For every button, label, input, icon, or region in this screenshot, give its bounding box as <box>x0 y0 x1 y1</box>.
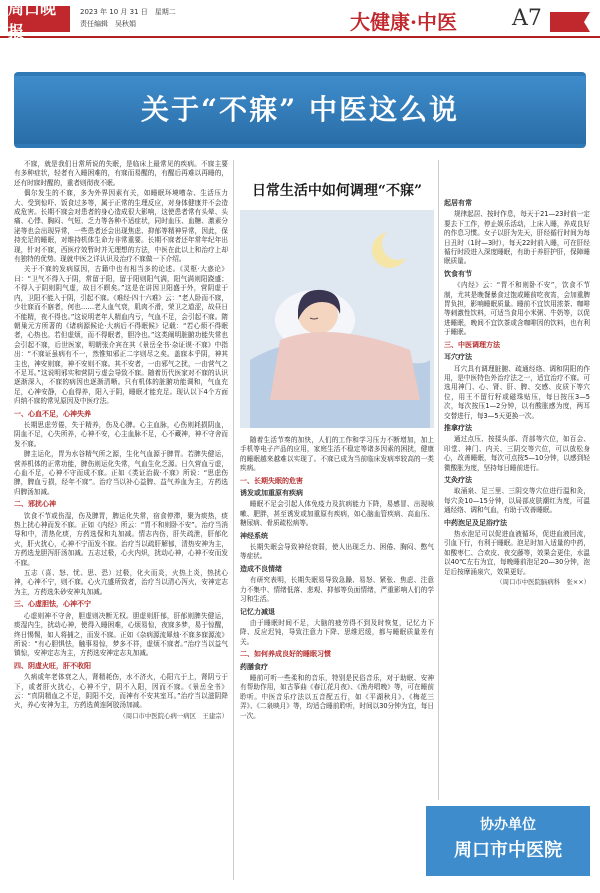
paragraph: 耳穴具有调理脏腑、疏通经络、调和阴阳的作用，是中医特色外治疗法之一，适宜治疗不寐。可选用神门、心、肾、肝、脾、交感、皮质下等穴位，用王不留行籽或磁珠贴压，每日按压3—5次，每次按压1—2分钟，以有酸胀感为度，两耳交替进行，每3—5天更换一次。 <box>444 364 590 420</box>
paragraph: 长期思虑劳倦，失于精养，伤及心脾。心主血脉，心伤则耗损阴血，阴血不足，心失所养，心神不安，心主血脉不足，心不藏神，神不守舍而发不寐。 <box>14 420 228 448</box>
section-heading: 四、阴虚火旺，肝不收阳 <box>14 661 91 670</box>
page-number: A7 <box>512 6 542 31</box>
section-heading: 一、长期失眠的危害 <box>240 476 303 485</box>
right-column <box>444 196 590 800</box>
paragraph: 热水泡足可以促进血液循环，促进血液回流，引血下行，有利于睡眠。泡足时加入适量的中药，如酸枣仁、合欢皮、夜交藤等，效果会更佳，水温以40℃左右为宜，每晚睡前泡足20—30分钟，泡足后按摩涌泉穴，效果更好。 <box>444 530 590 576</box>
page-marker-icon <box>550 12 590 32</box>
section-heading: 三、中医调理方法 <box>444 340 500 349</box>
paragraph: 脾主运化，胃为水谷精气所之源，生化气血源于脾胃。若脾失健运，营养机体的正常功能，脾伤则运化失常，气血生化乏源。日久营血亏虚，心血不足，心神不守而成不寐。正如《类证治裁·不寐》所说：“思虑伤脾，脾血亏损，经年不寐”。治疗当以补心益脾、益气养血为主，方药选归脾汤加减。 <box>14 450 228 496</box>
sleeping-woman-illustration <box>240 210 434 428</box>
illustration-svg <box>240 210 434 428</box>
left-column <box>14 160 228 880</box>
item-heading: 推拿疗法 <box>444 423 472 432</box>
headline-banner <box>14 72 586 148</box>
editor-line: 责任编辑 吴秋娟 <box>80 20 136 28</box>
paragraph: 不寐，就是我们日常所说的失眠，是临床上最常见的疾病。不寐主要有多种症状，轻者有入睡困难的，有寐而易醒的，有醒后再难以再睡的，还有时寐时醒的，重者则彻夜不眠。 <box>14 160 228 187</box>
paragraph: 通过点压、按揉头部、背部等穴位，如百会、印堂、神门、内关、三阴交等穴位，可以放松身心，改善睡眠，每次可点按5—10分钟，以感到轻微酸胀为度，坚持每日睡前进行。 <box>444 435 590 472</box>
partner-box <box>426 806 590 876</box>
column-divider <box>233 160 234 880</box>
byline: （周口市中医院脑病科 张××） <box>496 578 590 587</box>
paragraph: 五志（喜、怒、忧、思、恐）过极，化火而炎，火热上炎，热扰心神，心神不宁，则不寐。心火亢盛所致者，治疗当以清心泻火，安神定志为主，方药选朱砂安神丸加减。 <box>14 569 228 596</box>
item-heading: 耳穴疗法 <box>444 353 472 362</box>
column-divider <box>438 160 439 800</box>
item-heading: 药膳食疗 <box>240 662 268 671</box>
paragraph: 饮食不节或伤湿，伤及脾胃，脾运化失常，宿食停滞，聚为痰热，痰热上扰心神而发不寐。正如《内经》所云：“胃不和则卧不安”。治疗当消导和中，清热化痰，方药选保和丸加减。情志内伤，肝失疏泄，肝郁化火，肝火扰心，心神不宁而发不寐。治疗当以疏肝解郁，清热安神为主，方药选龙胆泻肝汤加减。五志过极，心火内炽，扰动心神，心神不安而发不寐。 <box>14 511 228 567</box>
item-heading: 中药泡足及足浴疗法 <box>444 518 507 527</box>
paragraph: 取涌泉、足三里、三阴交等穴位进行温和灸，每穴灸10—15分钟，以局部皮肤潮红为度，可温通经络、调和气血，有助于改善睡眠。 <box>444 487 590 515</box>
paragraph: 睡眠不足会引起人体免疫力及抗病能力下降，易感冒、出现咳嗽、肥胖，甚至诱发或加重原有疾病，如心脑血管疾病、高血压、糖尿病、骨质疏松病等。 <box>240 500 434 528</box>
paragraph: 《内经》云：“胃不和则卧不安”，饮食不节制，尤其是晚餐暴食过饱或睡前吃夜宵，会加重脾胃负担，影响睡眠质量。睡前不宜饮用浓茶、咖啡等刺激性饮料，可适当食用小米粥、牛奶等，以促进睡眠，晚间不宜饮茶或含咖啡因的饮料，也有利于睡眠。 <box>444 281 590 337</box>
item-heading: 饮食有节 <box>444 269 472 278</box>
item-heading: 诱发或加重原有疾病 <box>240 489 303 498</box>
paragraph: 随着生活节奏的加快，人们的工作和学习压力不断增加，加上手机等电子产品的应用，家庭生活不稳定等诸多因素的困扰，健康的睡眠越来越难以实现了。不寐已成为当前临床发病率较高的一类疾病。 <box>240 436 434 473</box>
paragraph: 有研究表明，长期失眠易导致急躁、易怒、紧张、焦虑、注意力不集中、情绪低落、悲观、抑郁等负面情绪，严重影响人们的学习和生活。 <box>240 576 434 604</box>
section-heading: 三、心虚胆怯，心神不宁 <box>14 600 91 609</box>
section-heading: 二、如何养成良好的睡眠习惯 <box>240 650 331 659</box>
partner-name: 周口市中医院 <box>454 840 562 861</box>
item-heading: 神经系统 <box>240 531 268 540</box>
partner-label: 协办单位 <box>480 817 536 833</box>
section-title: 大健康·中医 <box>350 10 457 34</box>
paragraph: 由于睡眠时间不足，大脑的疲劳得不到及时恢复，记忆力下降、反应迟钝，导致注意力下降、思维迟缓，都与睡眠质量差有关。 <box>240 618 434 646</box>
pub-info <box>80 6 176 30</box>
headline: 关于“不寐” 中医这么说 <box>141 93 459 126</box>
date-line: 2023 年 10 月 31 日 星期二 <box>80 8 176 16</box>
section-heading: 一、心血不足，心神失养 <box>14 409 91 418</box>
item-heading: 艾灸疗法 <box>444 475 472 484</box>
paragraph: 关于不寐的发病原因，古籍中也有相当多的论述。《灵枢·大惑论》曰：“卫气不得入于阴，常留于阳，留于阳则阳气满，阳气满则阳跷盛；不得入于阴则阴气虚，故目不瞑矣。”这是在讲因卫阳盛于外，营阴虚于内，卫阳不能入于阴，引起不寐。《难经·四十六难》云：“老人卧而不寐，少壮寐而不寤者，何也……老人血气衰，肌肉不滑，荣卫之道涩，故昼日不能精，夜不得也。”这说明老年人精血内亏，气血不足，会引起不寐。隋朝巢元方所著的《诸病源候论·大病后不得眠候》记载：“若心烦不得眠者，心热也。若但虚烦，而不得眠者，胆冷也。”这类阐明脏腑功能失常也会引起不寐，后世医家，明朝张介宾在其《景岳全书·杂证谟·不寐》中指出：“不寐证虽病有不一，然惟知邪正二字则尽之矣。盖寐本乎阴，神其主也，神安则寐，神不安则不寐。其不安者，一由邪气之扰，一由营气之不足耳。”这说明邪实和营阴亏虚会导致不寐。随着历代医家对不寐的认识逐渐深入，不寐的病因也逐渐清晰。只有机体的脏腑功能调和，气血充足，心神安静，心血得养，阳入于阴，睡眠才能充足。现认以下4个方面归纳不寐的常见原因及中医疗法。 <box>14 265 228 406</box>
item-heading: 记忆力减退 <box>240 607 275 616</box>
newspaper-logo: 周口晚报 <box>8 6 70 32</box>
subheadline: 日常生活中如何调理“不寐” <box>251 183 423 199</box>
paragraph: 久病或年老体衰之人，肾精耗伤，水不济火，心阳亢于上，肾阴亏于下，或者肝火扰心，心神不宁，阴不入阳，因而不寐。《景岳全书》云：“真阴精血之不足，阴阳不交，而神有不安其室耳。”治疗当以滋阴降火，养心安神为主，方药选黄连阿胶汤加减。 <box>14 673 228 710</box>
section-heading: 二、邪扰心神 <box>14 500 56 509</box>
masthead <box>0 0 600 41</box>
paragraph: 心虚则神不守舍，胆虚则决断无权。胆虚则肝郁，肝郁则脾失健运，痰湿内生，扰动心神，使得入睡困难，心烦易惊，夜寐多梦，易于惊醒，终日惕惕，如人将捕之，而发不寐。正如《杂病源流犀烛·不寐多寐源流》所说：“有心胆惧怯，触事易惊，梦多不祥，虚烦不寐者。”治疗当以益气镇惊，安神定志为主，方药选安神定志丸加减。 <box>14 611 228 658</box>
byline: （周口市中医院心病一病区 王建宗） <box>119 711 228 720</box>
item-heading: 起居有常 <box>444 199 472 207</box>
paragraph: 偶尔发生的不寐，多为外界因素有关，如睡眠环境嘈杂、生活压力大、受到惊吓、饭食过多等，属于正常的生理反应，对身体健康并不会造成危害。长期不寐会对患者的身心造成很大影响，这使患者常有头晕、头痛、心悸、胸闷、气短、乏力等各种不适症状，同时血压、血糖、激素分泌等也会出现异常，一些患者还会出现焦虑、抑郁等精神异常，因此，保持充足的睡眠，对维持机体生命力非常重要。长期不寐者还年常年纪年出现，针对不寐，西医疗效暂时并无理想的方法，中医在此以上和治疗上却有独特的优势。现就中医之详认识及治疗不寐做一下介绍。 <box>14 189 228 264</box>
paragraph: 长期失眠会导致神经衰弱，使人出现乏力、困倦、胸闷、憋气等症状。 <box>240 543 434 561</box>
paragraph: 规律起居、按时作息，每天于21—23时前一定要去下工作，停止娱乐活动，上床入睡，养成良好的作息习惯。女子以肝为先天，肝经循行时间为每日丑时（1时—3时），每天22时前入睡，可在肝经循行时段进入深度睡眠，有助于养肝护肝，保障睡眠质量。 <box>444 210 590 266</box>
paragraph: 睡前可听一些柔和的音乐，特别是民俗音乐，对于助眠、安神有帮助作用，如古筝曲《春江花月夜》、《渔舟唱晚》等，可在睡前聆听。中医音乐疗法以五音配五行，如《平湖秋月》、《梅花三弄》、《二泉映月》等，均适合睡前聆听，时间以30分钟为宜，每日一次。 <box>240 673 434 720</box>
item-heading: 造成不良情绪 <box>240 564 282 573</box>
middle-column <box>240 436 434 876</box>
